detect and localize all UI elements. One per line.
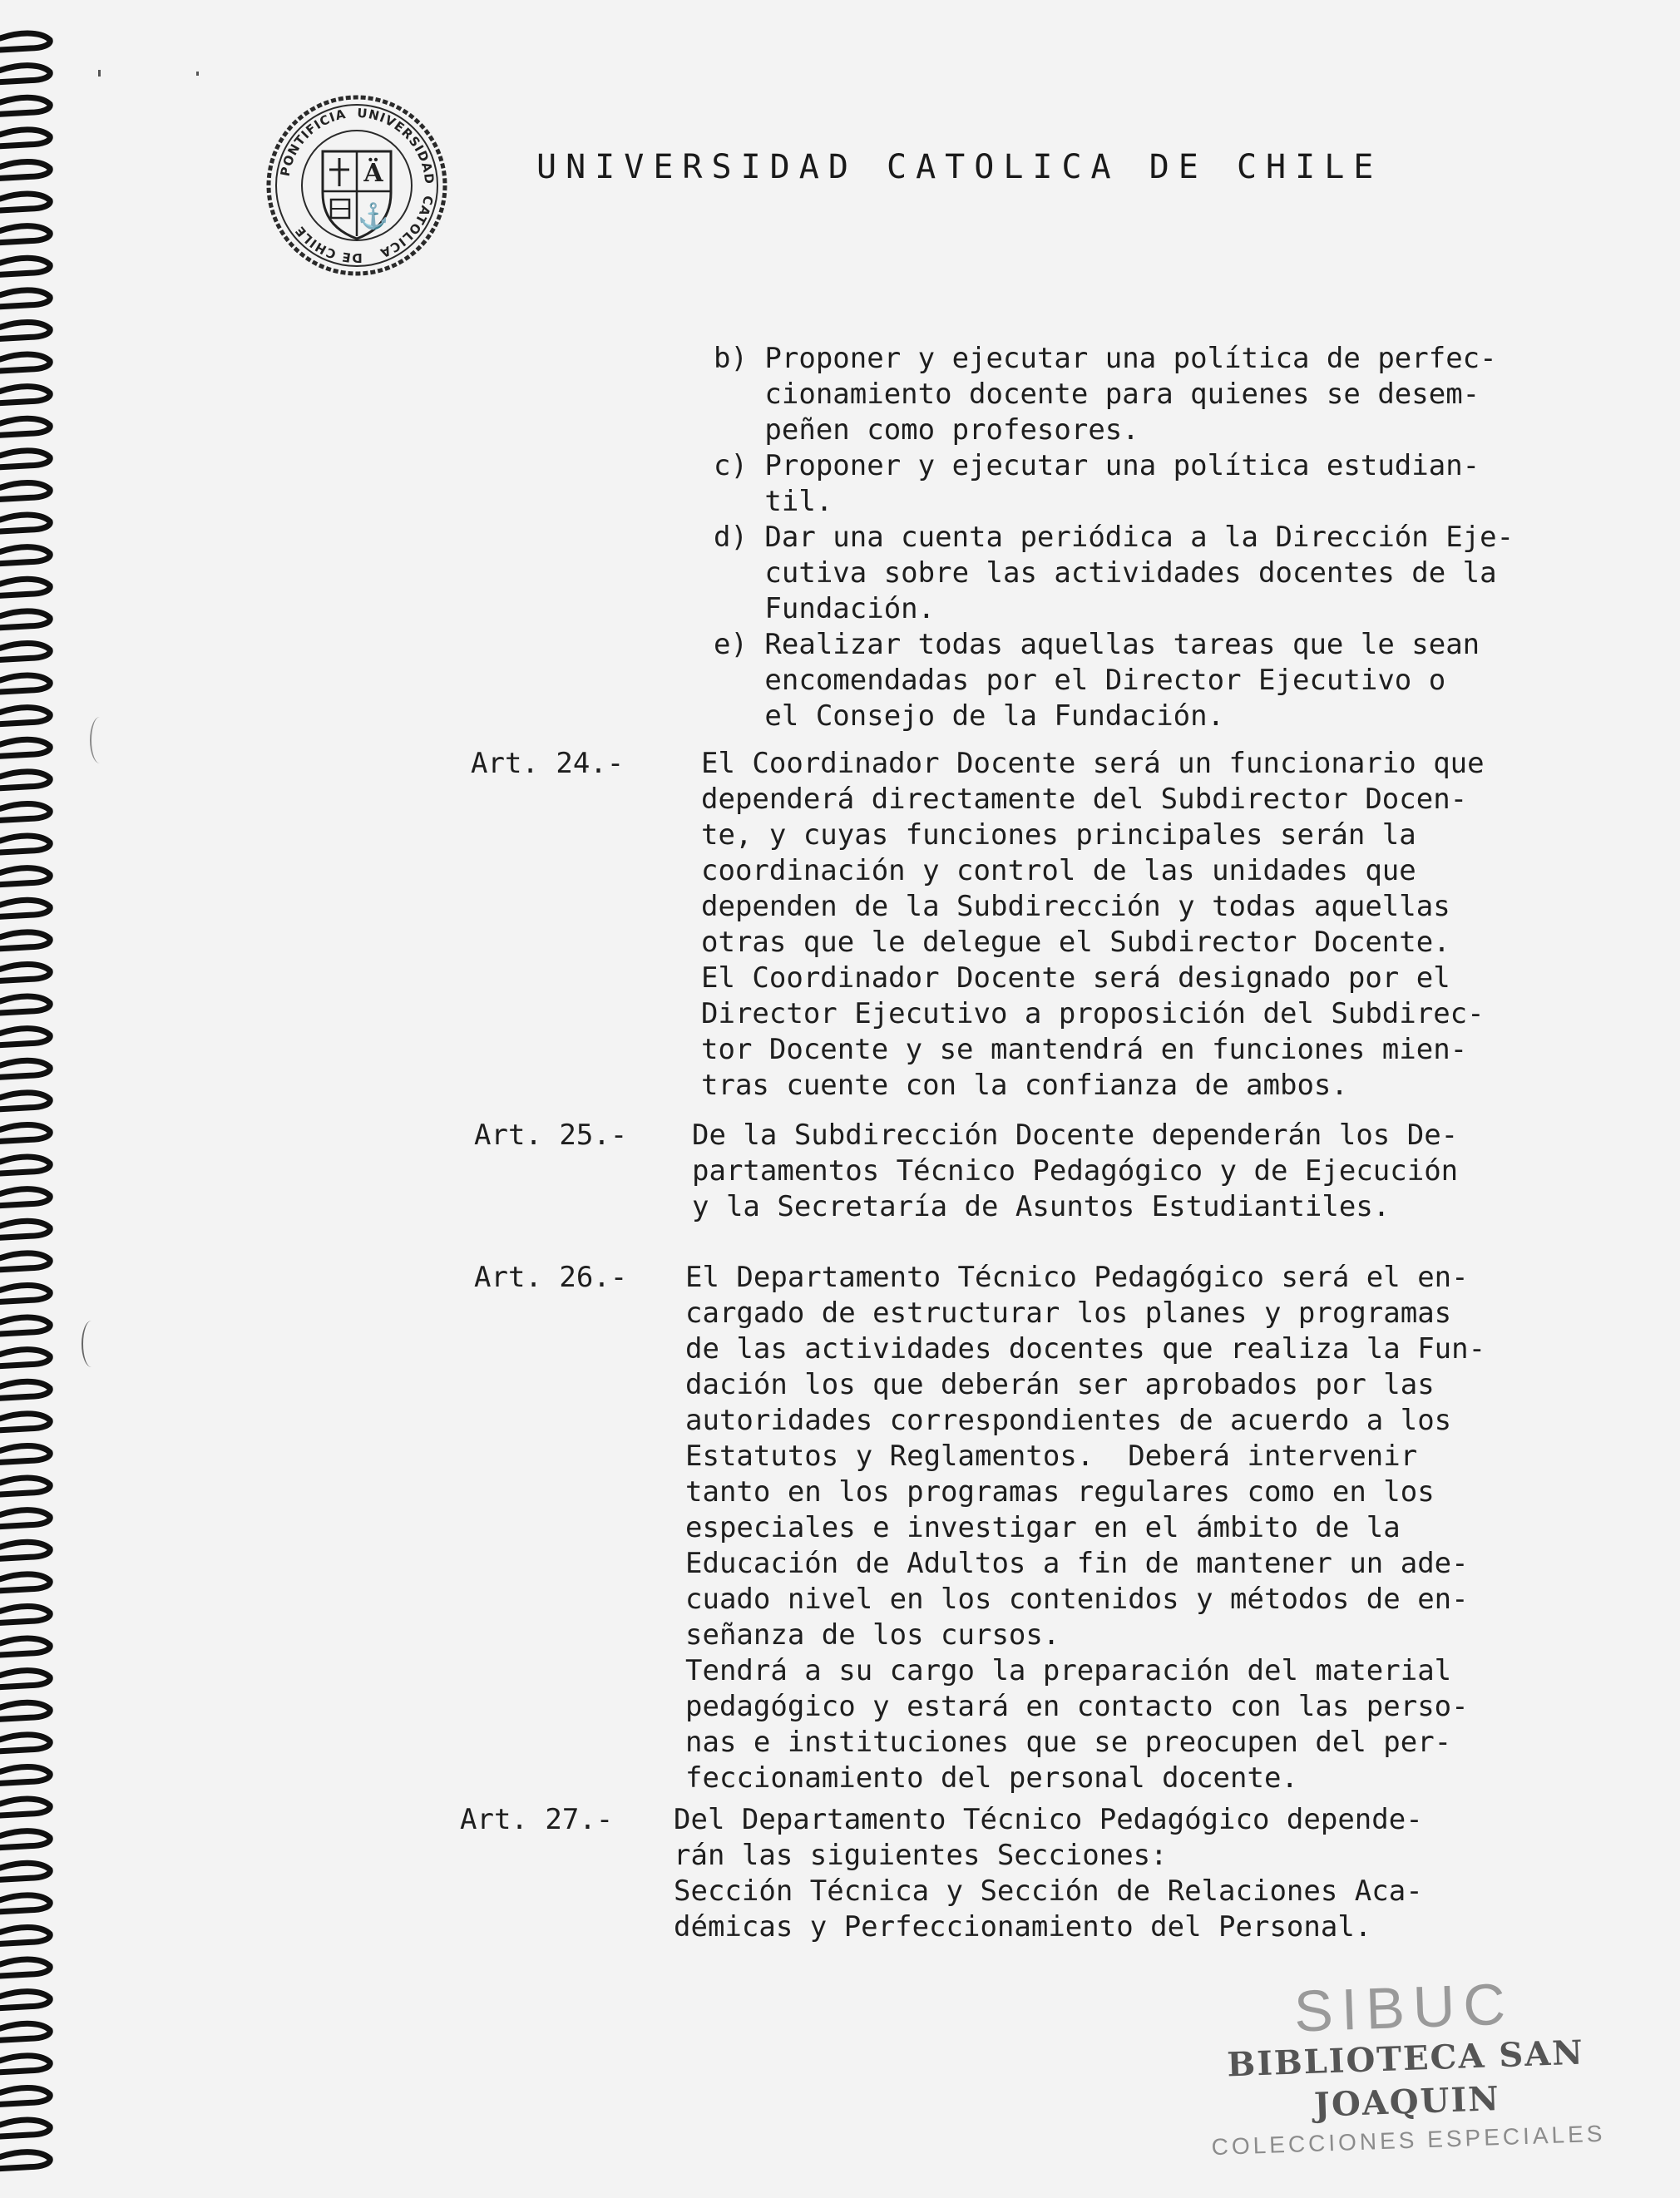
svg-text:Ä: Ä [363, 159, 383, 188]
spiral-coil [0, 226, 50, 243]
spiral-coil [0, 1702, 50, 1719]
spiral-coil [0, 547, 50, 564]
spiral-coil [0, 1863, 50, 1879]
article-line: de las actividades docentes que realiza la Fun- [685, 1332, 1486, 1366]
spiral-coil [0, 1542, 50, 1558]
spiral-coil [0, 1959, 50, 1976]
punch-hole-mark [82, 1321, 101, 1367]
article-line: nas e instituciones que se preocupen del per- [685, 1726, 1452, 1759]
list-item-line: c) Proponer y ejecutar una política estudian- [714, 449, 1480, 482]
article-label: Art. 25.- [474, 1119, 628, 1152]
article-line: te, y cuyas funciones principales serán la [701, 818, 1416, 852]
article-line: coordinación y control de las unidades que [701, 854, 1416, 887]
spiral-coil [0, 33, 50, 50]
spiral-coil [0, 1124, 50, 1141]
scan-mark [196, 72, 199, 76]
spiral-coil [0, 2023, 50, 2040]
stamp-line-2: BIBLIOTECA SAN JOAQUIN [1226, 2033, 1585, 2125]
spiral-coil [0, 2087, 50, 2104]
article-line: rán las siguientes Secciones: [674, 1839, 1168, 1872]
spiral-coil [0, 1350, 50, 1366]
spiral-coil [0, 611, 50, 628]
article-line: De la Subdirección Docente dependerán los De- [692, 1119, 1459, 1152]
scan-mark [98, 70, 101, 77]
list-item-line: cutiva sobre las actividades docentes de la [714, 556, 1497, 590]
spiral-coil [0, 579, 50, 595]
article-label: Art. 27.- [460, 1803, 614, 1836]
spiral-coil [0, 1671, 50, 1687]
spiral-coil [0, 675, 50, 692]
article-line: dependen de la Subdirección y todas aquellas [701, 890, 1450, 923]
spiral-coil [0, 1093, 50, 1109]
article-line: señanza de los cursos. [685, 1618, 1060, 1652]
spiral-coil [0, 964, 50, 980]
article-line: dependerá directamente del Subdirector Docen- [701, 783, 1468, 816]
spiral-coil [0, 1317, 50, 1334]
svg-text:PONTIFICIA UNIVERSIDAD: PONTIFICIA UNIVERSIDAD CATOLICA DE CHILE [277, 105, 437, 266]
list-item-line: til. [714, 485, 833, 518]
article-line: El Coordinador Docente será un funcionario que [701, 747, 1485, 780]
article-line: El Departamento Técnico Pedagógico será el en- [685, 1261, 1469, 1294]
article-line: cargado de estructurar los planes y programas [685, 1297, 1452, 1330]
spiral-coil [0, 1221, 50, 1237]
list-item-line: e) Realizar todas aquellas tareas que le sean [714, 628, 1480, 661]
article-line: Director Ejecutivo a proposición del Subdirec- [701, 997, 1485, 1030]
spiral-coil [0, 836, 50, 852]
spiral-coil [0, 1992, 50, 2008]
spiral-coil [0, 1029, 50, 1045]
spiral-coil [0, 1895, 50, 1912]
article-body [685, 1260, 1485, 1796]
article-label: Art. 26.- [474, 1261, 628, 1294]
spiral-coil [0, 643, 50, 659]
spiral-coil [0, 130, 50, 146]
list-item-line: encomendadas por el Director Ejecutivo o [714, 664, 1446, 697]
punch-hole-mark [90, 717, 110, 763]
article-line: especiales e investigar en el ámbito de la [685, 1511, 1401, 1544]
university-title: UNIVERSIDAD CATOLICA DE CHILE [536, 148, 1383, 186]
spiral-coil [0, 194, 50, 210]
spiral-coil [0, 1766, 50, 1783]
spiral-coil [0, 772, 50, 788]
spiral-binding [0, 0, 58, 2198]
university-seal-icon [264, 93, 449, 278]
spiral-coil [0, 1381, 50, 1398]
article-body [692, 1118, 1458, 1225]
article-line: Sección Técnica y Sección de Relaciones Aca- [674, 1874, 1423, 1908]
spiral-coil [0, 418, 50, 435]
list-item-line: cionamiento docente para quienes se desem- [714, 378, 1480, 411]
spiral-coil [0, 1606, 50, 1623]
article-line: tor Docente y se mantendrá en funciones mien- [701, 1033, 1468, 1066]
spiral-coil [0, 708, 50, 724]
article-line: Tendrá a su cargo la preparación del material [685, 1654, 1452, 1687]
article-body [701, 746, 1485, 1104]
list-item-line: peñen como profesores. [714, 413, 1139, 447]
spiral-coil [0, 387, 50, 403]
article-line: y la Secretaría de Asuntos Estudiantiles. [692, 1190, 1391, 1223]
spiral-coil [0, 1478, 50, 1494]
article-line: dación los que deberán ser aprobados por las [685, 1368, 1435, 1401]
list-items [714, 341, 1514, 734]
article-line: feccionamiento del personal docente. [685, 1761, 1298, 1795]
spiral-coil [0, 2120, 50, 2136]
article-line: tras cuente con la confianza de ambos. [701, 1069, 1348, 1102]
list-item-line: Fundación. [714, 592, 936, 625]
spiral-coil [0, 258, 50, 274]
spiral-coil [0, 515, 50, 531]
spiral-coil [0, 739, 50, 756]
spiral-coil [0, 161, 50, 178]
svg-text:⚓: ⚓ [358, 202, 389, 231]
article-line: tanto en los programas regulares como en los [685, 1475, 1435, 1509]
spiral-coil [0, 1799, 50, 1815]
article-line: partamentos Técnico Pedagógico y de Ejecución [692, 1154, 1459, 1188]
spiral-coil [0, 803, 50, 820]
library-stamp [1195, 1970, 1616, 2161]
spiral-coil [0, 1253, 50, 1270]
list-item-line: d) Dar una cuenta periódica a la Dirección Eje- [714, 521, 1514, 554]
spiral-coil [0, 1638, 50, 1655]
spiral-coil [0, 354, 50, 371]
spiral-coil [0, 97, 50, 114]
stamp-line-1: SIBUC [1292, 1971, 1515, 2044]
article-line: pedagógico y estará en contacto con las perso- [685, 1690, 1469, 1723]
article-line: Estatutos y Reglamentos. Deberá intervenir [685, 1440, 1418, 1473]
article-line: cuado nivel en los contenidos y métodos de en- [685, 1583, 1469, 1616]
list-item-line: el Consejo de la Fundación. [714, 699, 1225, 733]
article-line: démicas y Perfeccionamiento del Personal. [674, 1910, 1372, 1944]
spiral-coil [0, 1445, 50, 1462]
spiral-coil [0, 290, 50, 307]
spiral-coil [0, 1285, 50, 1302]
spiral-coil [0, 868, 50, 885]
article-line: otras que le delegue el Subdirector Docente. [701, 926, 1450, 959]
spiral-coil [0, 1735, 50, 1751]
spiral-coil [0, 996, 50, 1013]
stamp-line-3: COLECCIONES ESPECIALES [1211, 2120, 1606, 2161]
spiral-coil [0, 1831, 50, 1848]
spiral-coil [0, 932, 50, 949]
article-line: Del Departamento Técnico Pedagógico depende- [674, 1803, 1423, 1836]
spiral-coil [0, 1414, 50, 1430]
spiral-coil [0, 1574, 50, 1591]
spiral-coil [0, 1510, 50, 1527]
spiral-coil [0, 1927, 50, 1944]
spiral-coil [0, 1060, 50, 1077]
spiral-coil [0, 482, 50, 499]
article-line: Educación de Adultos a fin de mantener un ade- [685, 1547, 1469, 1580]
article-line: El Coordinador Docente será designado por el [701, 961, 1450, 995]
spiral-coil [0, 66, 50, 82]
list-item-line: b) Proponer y ejecutar una política de perfec- [714, 342, 1497, 375]
spiral-coil [0, 900, 50, 916]
article-label: Art. 24.- [471, 747, 625, 780]
spiral-coil [0, 1157, 50, 1173]
spiral-coil [0, 2056, 50, 2072]
spiral-coil [0, 322, 50, 338]
spiral-coil [0, 451, 50, 467]
spiral-coil [0, 2152, 50, 2169]
spiral-coil [0, 1189, 50, 1206]
article-body [674, 1802, 1423, 1945]
article-line: autoridades correspondientes de acuerdo a los [685, 1404, 1452, 1437]
